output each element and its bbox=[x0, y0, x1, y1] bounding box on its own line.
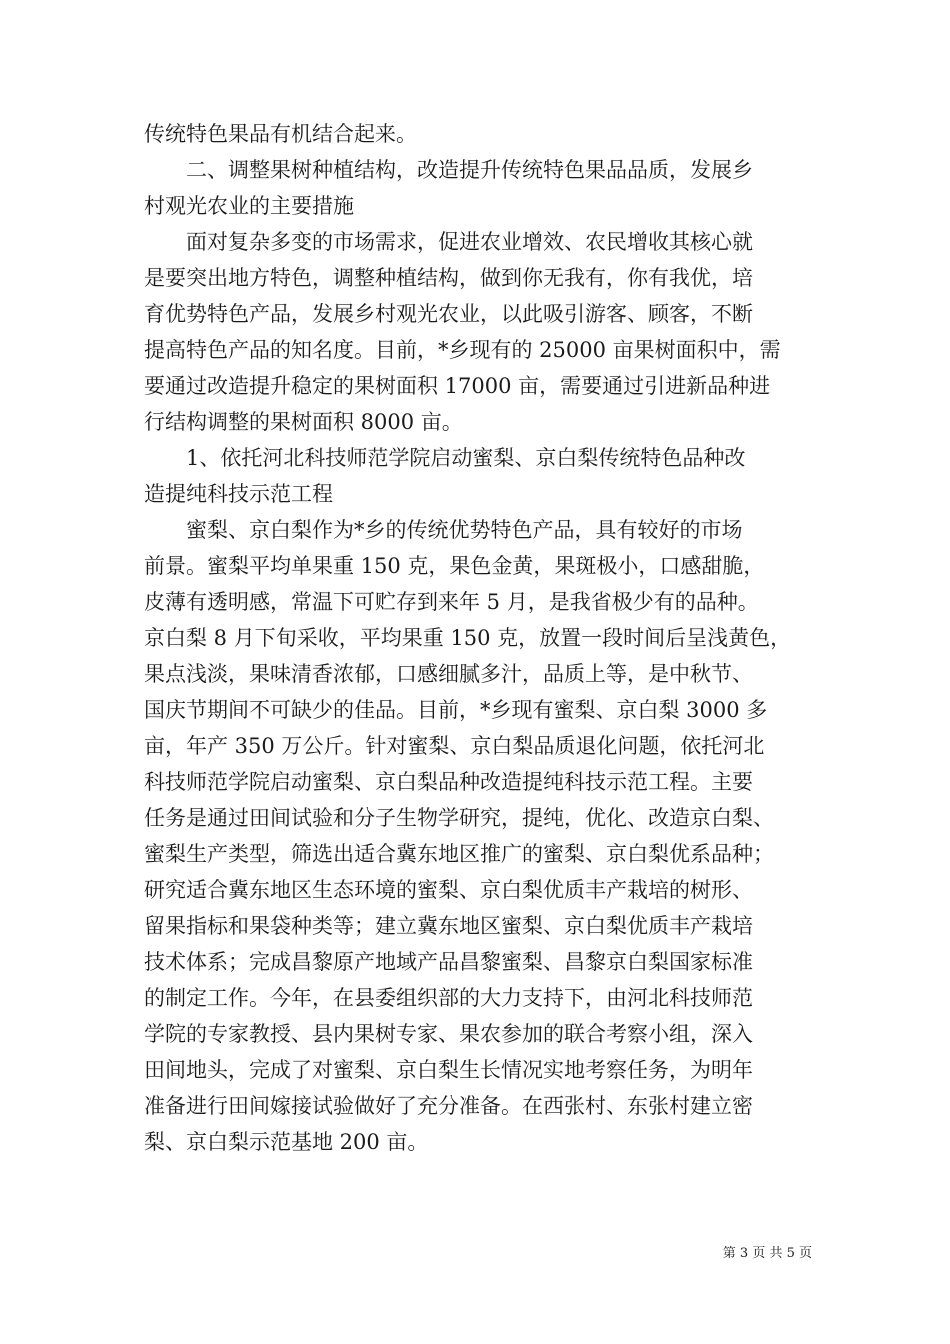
text-line: 留果指标和果袋种类等；建立冀东地区蜜梨、京白梨优质丰产栽培 bbox=[144, 914, 753, 938]
text-line: 亩，年产 350 万公斤。针对蜜梨、京白梨品质退化问题，依托河北 bbox=[144, 734, 765, 758]
text-line: 前景。蜜梨平均单果重 150 克，果色金黄，果斑极小，口感甜脆， bbox=[144, 554, 765, 578]
text-line: 京白梨 8 月下旬采收，平均果重 150 克，放置一段时间后呈浅黄色， bbox=[144, 626, 792, 650]
subsection-heading-line: 1、依托河北科技师范学院启动蜜梨、京白梨传统特色品种改 bbox=[144, 446, 746, 470]
page-number-footer: 第 3 页 共 5 页 bbox=[722, 1246, 812, 1261]
text-line: 行结构调整的果树面积 8000 亩。 bbox=[144, 410, 463, 434]
section-heading-line: 二、调整果树种植结构，改造提升传统特色果品品质，发展乡 bbox=[144, 158, 753, 182]
text-line: 传统特色果品有机结合起来。 bbox=[144, 122, 417, 146]
text-line: 任务是通过田间试验和分子生物学研究，提纯，优化、改造京白梨、 bbox=[144, 806, 774, 830]
text-line: 是要突出地方特色，调整种植结构，做到你无我有，你有我优，培 bbox=[144, 266, 753, 290]
text-line: 国庆节期间不可缺少的佳品。目前，*乡现有蜜梨、京白梨 3000 多 bbox=[144, 698, 768, 722]
text-line: 梨、京白梨示范基地 200 亩。 bbox=[144, 1130, 429, 1154]
text-line: 育优势特色产品，发展乡村观光农业，以此吸引游客、顾客，不断 bbox=[144, 302, 753, 326]
text-line: 提高特色产品的知名度。目前，*乡现有的 25000 亩果树面积中，需 bbox=[144, 338, 781, 362]
text-line: 科技师范学院启动蜜梨、京白梨品种改造提纯科技示范工程。主要 bbox=[144, 770, 753, 794]
text-line: 皮薄有透明感，常温下可贮存到来年 5 月，是我省极少有的品种。 bbox=[144, 590, 759, 614]
subsection-heading-line: 造提纯科技示范工程 bbox=[144, 482, 333, 506]
text-line: 田间地头，完成了对蜜梨、京白梨生长情况实地考察任务，为明年 bbox=[144, 1058, 753, 1082]
text-line: 研究适合冀东地区生态环境的蜜梨、京白梨优质丰产栽培的树形、 bbox=[144, 878, 753, 902]
section-heading-line: 村观光农业的主要措施 bbox=[144, 194, 354, 218]
document-body bbox=[144, 116, 812, 1160]
text-line: 蜜梨、京白梨作为*乡的传统优势特色产品，具有较好的市场 bbox=[144, 518, 743, 542]
text-line: 的制定工作。今年，在县委组织部的大力支持下，由河北科技师范 bbox=[144, 986, 753, 1010]
text-line: 蜜梨生产类型，筛选出适合冀东地区推广的蜜梨、京白梨优系品种； bbox=[144, 842, 774, 866]
text-line: 要通过改造提升稳定的果树面积 17000 亩，需要通过引进新品种进 bbox=[144, 374, 771, 398]
text-line: 果点浅淡，果味清香浓郁，口感细腻多汁，品质上等，是中秋节、 bbox=[144, 662, 753, 686]
text-line: 准备进行田间嫁接试验做好了充分准备。在西张村、东张村建立密 bbox=[144, 1094, 753, 1118]
text-line: 面对复杂多变的市场需求，促进农业增效、农民增收其核心就 bbox=[144, 230, 753, 254]
text-line: 技术体系；完成昌黎原产地域产品昌黎蜜梨、昌黎京白梨国家标准 bbox=[144, 950, 753, 974]
text-line: 学院的专家教授、县内果树专家、果农参加的联合考察小组，深入 bbox=[144, 1022, 753, 1046]
